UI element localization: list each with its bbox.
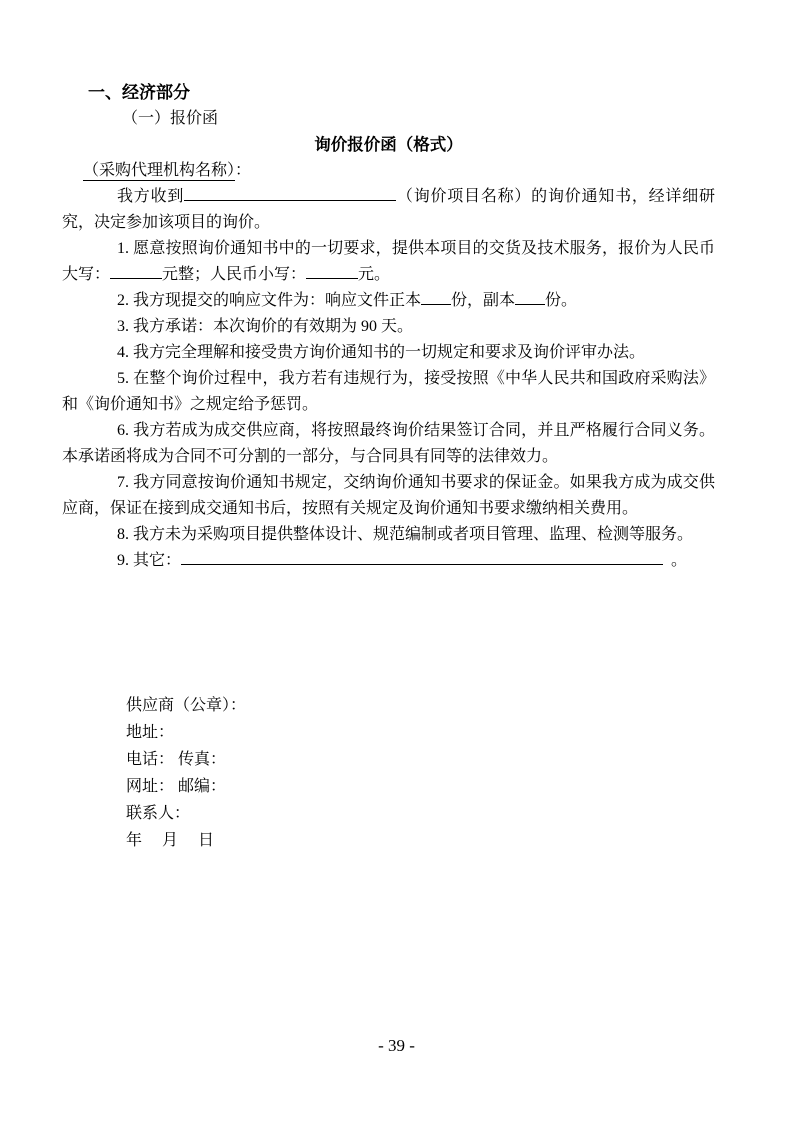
item-7: 7. 我方同意按询价通知书规定，交纳询价通知书要求的保证金。如果我方成为成交供应商，保证在接到成交通知书后，按照有关规定及询价通知书要求缴纳相关费用。 (62, 474, 715, 517)
item-5: 5. 在整个询价过程中，我方若有违规行为，接受按照《中华人民共和国政府采购法》和《询价通知书》之规定给予惩罚。 (62, 370, 715, 413)
item-3: 3. 我方承诺：本次询价的有效期为 90 天。 (117, 318, 414, 335)
item-1 (62, 236, 715, 288)
item-2-mid: 份，副本 (451, 292, 516, 309)
recipient-line (83, 158, 715, 184)
date-line: 年 月 日 (126, 832, 215, 849)
signature-block (126, 692, 246, 854)
item-8: 8. 我方未为采购项目提供整体设计、规范编制或者项目管理、监理、检测等服务。 (117, 526, 694, 543)
contact-person-line: 联系人： (126, 805, 191, 822)
item-6: 6. 我方若成为成交供应商，将按照最终询价结果签订合同，并且严格履行合同义务。本承诺函将成为合同不可分割的一部分，与合同具有同等的法律效力。 (62, 422, 715, 465)
intro-post: （询价项目名称）的询价通知书，经详细研究，决定参加该项目的询价。 (62, 188, 715, 231)
item-2 (62, 288, 715, 314)
original-copies-blank (421, 289, 451, 305)
document-body (62, 80, 715, 574)
website-zip-line: 网址： 邮编： (126, 778, 227, 795)
amount-small-blank (306, 263, 358, 279)
item-9 (62, 548, 715, 574)
amount-capital-blank (110, 263, 162, 279)
address-line: 地址： (126, 724, 175, 741)
document-title: 询价报价函（格式） (314, 135, 463, 154)
item-2-pre: 2. 我方现提交的响应文件为：响应文件正本 (117, 292, 422, 309)
phone-fax-line: 电话： 传真： (126, 751, 227, 768)
item-9-post: 。 (671, 552, 688, 569)
section-heading: 一、经济部分 (88, 83, 190, 102)
item-1-mid: 元整；人民币小写： (162, 266, 307, 283)
duplicate-copies-blank (515, 289, 545, 305)
supplier-seal-line: 供应商（公章）： (126, 697, 247, 714)
intro-pre: 我方收到 (117, 188, 185, 205)
page-number: - 39 - (378, 1036, 415, 1055)
project-name-blank (184, 185, 396, 201)
item-9-pre: 9. 其它： (117, 552, 182, 569)
recipient-name: （采购代理机构名称） (83, 162, 236, 179)
other-blank (181, 549, 663, 565)
subsection-heading: （一）报价函 (122, 110, 219, 127)
item-2-post: 份。 (545, 292, 578, 309)
recipient-colon: ： (235, 162, 252, 179)
item-4: 4. 我方完全理解和接受贵方询价通知书的一切规定和要求及询价评审办法。 (117, 344, 646, 361)
intro-paragraph (62, 184, 715, 236)
item-1-pre: 1. 愿意按照询价通知书中的一切要求，提供本项目的交货及技术服务，报价为人民币大写： (62, 240, 715, 283)
item-1-post: 元。 (358, 266, 391, 283)
